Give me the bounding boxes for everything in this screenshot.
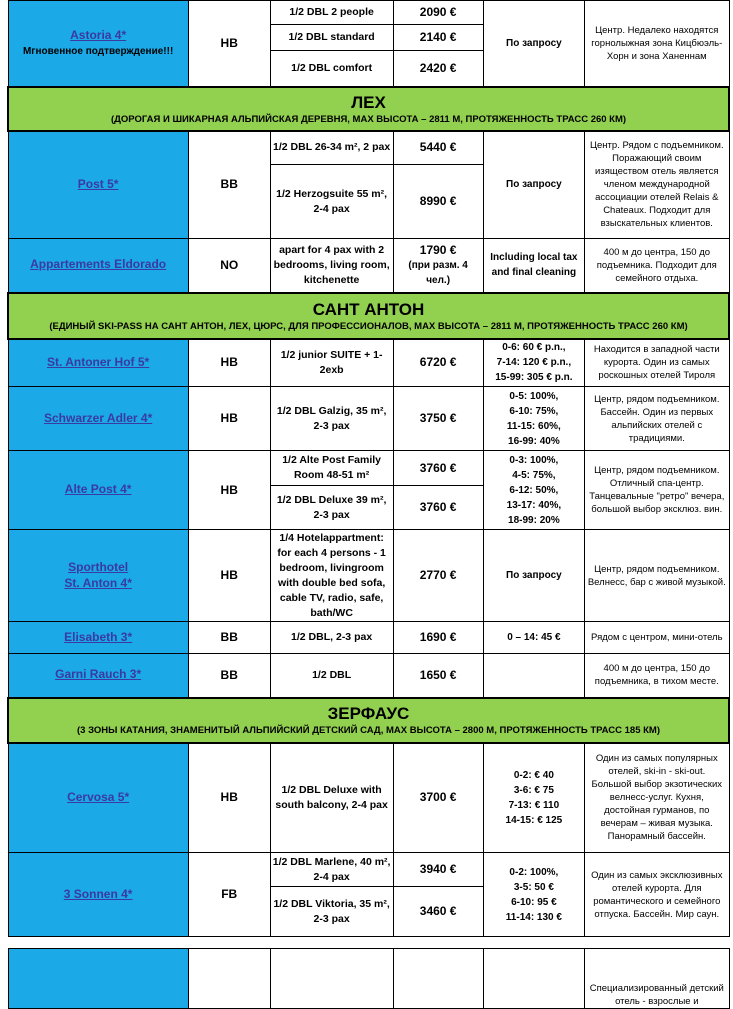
price: 2140 € [393,25,483,51]
children-line: 0-2: € 40 [513,769,554,781]
hotel-link-adler[interactable]: Schwarzer Adler 4* [43,410,153,425]
hotel-description: Специализированный детский отель - взрослые и [585,949,729,1009]
table-row [8,339,729,387]
hotel-cell [8,239,188,293]
table-row [8,239,729,293]
room-type [270,949,393,1009]
table-gap [8,937,729,949]
hotel-cell [8,131,188,239]
children-line: 16-99: 40% [508,435,560,447]
room-type: 1/2 junior SUITE + 1-2exb [270,339,393,387]
hotel-cell [8,743,188,853]
hotel-description: Один из самых популярных отелей, ski-in - ski-out. Большой выбор экзотических велнесс-услуг. Кухня, достойная гурманов, по вечерам – живая музыка. Панорамный бассейн. [585,743,729,853]
meal-plan: HB [188,387,270,451]
price: 2770 € [393,530,483,622]
price-cell [393,239,483,293]
children-line: 7-14: 120 € p.n., [496,357,572,369]
children-discount [483,949,584,1009]
children-discount [483,853,584,937]
price: 3760 € [393,451,483,486]
region-subtitle: (ДОРОГАЯ И ШИКАРНАЯ АЛЬПИЙСКАЯ ДЕРЕВНЯ, MAX ВЫСОТА – 2811 М, ПРОТЯЖЕННОСТЬ ТРАСС 260 КМ) [110,113,627,125]
price: 2420 € [393,51,483,87]
children-line: 0-2: 100%, [509,866,559,878]
children-line: 13-17: 40%, [506,499,562,511]
room-type: 1/2 DBL [270,654,393,698]
price: 3940 € [393,853,483,887]
children-line: 3-5: 50 € [513,881,554,893]
hotel-description: Один из самых эксклюзивных отелей курорта. Для романтического и семейного отпуска. Бассейн. Мир саун. [585,853,729,937]
price: 3700 € [393,743,483,853]
gap-cell [8,937,729,949]
price: 1690 € [393,622,483,654]
hotel-cell [8,387,188,451]
hotel-description: 400 м до центра, 150 до подъемника. Подходит для семейного отдыха. [585,239,729,293]
meal-plan: BB [188,622,270,654]
hotel-link-antonerhof[interactable]: St. Antoner Hof 5* [47,354,150,369]
region-subtitle: (3 ЗОНЫ КАТАНИЯ, ЗНАМЕНИТЫЙ АЛЬПИЙСКИЙ ДЕТСКИЙ САД, MAX ВЫСОТА – 2800 М, ПРОТЯЖЕННОСТЬ ТРАСС 185 КМ) [76,725,661,736]
price: 3460 € [393,887,483,937]
hotel-description: Центр, рядом подъемником. Бассейн. Один из первых альпийских отелей с традициями. [585,387,729,451]
instant-confirmation-label: Мгновенное подтверждение!!! [22,45,174,57]
meal-plan: HB [188,530,270,622]
table-row [8,1,729,25]
meal-plan: FB [188,853,270,937]
region-cell [8,87,729,131]
children-line: 0-3: 100%, [509,454,559,466]
price-table [7,0,730,1009]
table-row [8,387,729,451]
room-type: 1/2 Alte Post Family Room 48-51 m² [270,451,393,486]
price [393,949,483,1009]
room-type: apart for 4 pax with 2 bedrooms, living room, kitchenette [270,239,393,293]
region-cell [8,293,729,339]
children-line: 6-12: 50%, [509,484,559,496]
table-row [8,622,729,654]
price-note: (при разм. 4 чел.) [408,259,468,286]
children-discount [483,743,584,853]
meal-plan: BB [188,131,270,239]
hotel-name-line: Sporthotel [68,559,129,574]
table-row [8,131,729,165]
children-discount [483,339,584,387]
price: 3750 € [393,387,483,451]
price: 1650 € [393,654,483,698]
children-line: 11-14: 130 € [505,911,562,923]
meal-plan [188,949,270,1009]
hotel-cell [8,530,188,622]
children-line: 11-15: 60%, [506,420,561,432]
price: 2090 € [393,1,483,25]
room-type: 1/2 DBL, 2-3 pax [270,622,393,654]
room-type: 1/2 DBL 26-34 m², 2 pax [270,131,393,165]
hotel-description: Центр, рядом подъемником. Отличный спа-центр. Танцевальные "ретро" вечера, большой выбор эксклюз. вин. [585,451,729,530]
room-type: 1/2 DBL Viktoria, 35 m², 2-3 pax [270,887,393,937]
table-row [8,451,729,486]
room-type: 1/2 DBL Galzig, 35 m², 2-3 pax [270,387,393,451]
hotel-cell [8,1,188,87]
hotel-cell [8,949,188,1009]
meal-plan: BB [188,654,270,698]
price-table-wrap [7,0,730,1009]
region-header [8,87,729,131]
children-line: 4-5: 75%, [512,469,556,481]
hotel-cell [8,654,188,698]
price: 6720 € [393,339,483,387]
room-type: 1/2 DBL Deluxe 39 m², 2-3 pax [270,486,393,530]
meal-plan: NO [188,239,270,293]
region-cell [8,698,729,743]
hotel-link-elisabeth[interactable]: Elisabeth 3* [64,629,133,644]
room-type: 1/4 Hotelappartment: for each 4 persons - 1 bedroom, livingroom with double bed sofa, cable TV, radio, safe, bath/WC [270,530,393,622]
price: 3760 € [393,486,483,530]
meal-plan: HB [188,339,270,387]
hotel-link-post[interactable]: Post 5* [77,176,119,191]
price: 1790 € [419,242,457,257]
children-line: 0-6: 60 € p.n., [502,342,566,354]
hotel-link-altepost[interactable]: Alte Post 4* [64,482,132,496]
children-discount: По запросу [483,1,584,87]
hotel-cell [8,451,188,530]
table-row [8,654,729,698]
hotel-link-sonnen[interactable]: 3 Sonnen 4* [63,886,133,901]
children-discount: 0 – 14: 45 € [483,622,584,654]
hotel-description: 400 м до центра, 150 до подъемника, в тихом месте. [585,654,729,698]
hotel-cell [8,339,188,387]
hotel-description: Центр. Рядом с подъемником. Поражающий своим изяществом отель является членом международной ассоциации отелей Relais & Chateaux. Подходит для взыскательных клиентов. [585,131,729,239]
children-line: 6-10: 95 € [511,896,557,908]
hotel-description: Находится в западной части курорта. Один из самых роскошных отелей Тироля [585,339,729,387]
children-line: 0-5: 100%, [509,390,559,402]
hotel-link-rauch[interactable]: Garni Rauch 3* [55,667,142,682]
region-title: САНТ АНТОН [312,299,425,319]
children-discount [483,654,584,698]
region-title: ЗЕРФАУС [327,704,410,723]
table-row [8,530,729,622]
hotel-cell [8,853,188,937]
hotel-link-cervosa[interactable]: Cervosa 5* [67,789,130,804]
room-type: 1/2 Herzogsuite 55 m², 2-4 pax [270,165,393,239]
children-line: 14-15: € 125 [505,814,563,826]
table-row [8,853,729,887]
hotel-description: Центр. Недалеко находятся горнолыжная зона Кицбюэль-Хорн и зона Ханеннам [585,1,729,87]
children-line: 7-13: € 110 [508,799,560,811]
price: 8990 € [393,165,483,239]
region-subtitle: (ЕДИНЫЙ SKI-PASS НА САНТ АНТОН, ЛЕХ, ЦЮРС, ДЛЯ ПРОФЕССИОНАЛОВ, MAX ВЫСОТА – 2811 М, ПРОТЯЖЕННОСТЬ ТРАСС 260 КМ) [49,320,688,332]
table-row [8,743,729,853]
region-title: ЛЕХ [351,92,386,112]
table-row [8,949,729,1009]
room-type: 1/2 DBL Marlene, 40 m², 2-4 pax [270,853,393,887]
hotel-cell [8,622,188,654]
hotel-name-line: St. Anton 4* [64,575,132,590]
hotel-link-astoria[interactable]: Astoria 4* [70,27,127,42]
room-type: 1/2 DBL Deluxe with south balcony, 2-4 pax [270,743,393,853]
meal-plan: HB [188,743,270,853]
region-header [8,293,729,339]
room-type: 1/2 DBL 2 people [270,1,393,25]
hotel-description: Рядом с центром, мини-отель [585,622,729,654]
region-header [8,698,729,743]
price: 5440 € [393,131,483,165]
children-discount: Including local tax and final cleaning [483,239,584,293]
hotel-link-sporthotel[interactable] [64,560,132,590]
room-type: 1/2 DBL comfort [270,51,393,87]
children-line: 15-99: 305 € p.n. [495,372,573,384]
room-type: 1/2 DBL standard [270,25,393,51]
children-discount [483,451,584,530]
meal-plan: HB [188,1,270,87]
hotel-description: Центр, рядом подъемником. Велнесс, бар с живой музыкой. [585,530,729,622]
children-line: 18-99: 20% [508,514,560,526]
children-line: 6-10: 75%, [509,405,559,417]
children-line: 3-6: € 75 [513,784,554,796]
hotel-link-eldorado[interactable]: Appartements Eldorado [30,257,167,272]
children-discount: По запросу [483,530,584,622]
meal-plan: HB [188,451,270,530]
children-discount [483,387,584,451]
children-discount: По запросу [483,131,584,239]
